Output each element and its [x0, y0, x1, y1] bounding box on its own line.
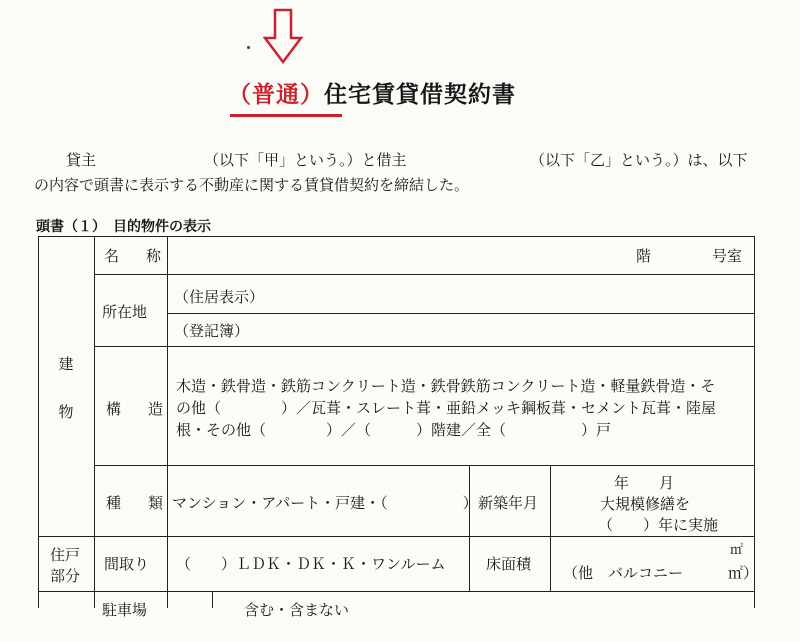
title-underline [230, 114, 342, 117]
row-line-loc-mid [167, 313, 755, 314]
layout-label: 間取り [104, 555, 150, 573]
name-room: 号室 [712, 247, 743, 265]
title-prefix: （普通） [228, 82, 324, 108]
document-title [228, 76, 516, 109]
structure-label: 構 造 [106, 400, 170, 418]
section-heading: 頭書（１） 目的物件の表示 [36, 219, 211, 235]
table-border-left [38, 236, 39, 536]
renovation-line-1: 大規模修繕を [600, 495, 691, 513]
table-border-right [754, 236, 755, 608]
table-border-top [38, 236, 755, 237]
group-unit-2: 部分 [50, 567, 81, 585]
row-line-3 [94, 465, 755, 466]
intro-line-2: の内容で頭書に表示する不動産に関する賃貸借契約を締結した。 [34, 176, 470, 194]
location-label: 所在地 [102, 303, 148, 321]
parking-value: 含む・含まない [244, 601, 350, 619]
label-divider [167, 236, 168, 608]
row-line-4 [38, 536, 755, 537]
ink-dot [247, 46, 250, 49]
name-label: 名 称 [104, 247, 168, 265]
built-label: 新築年月 [478, 494, 539, 512]
location-residential: （住居表示） [174, 288, 265, 306]
name-floor: 階 [636, 247, 652, 265]
parking-row [38, 591, 755, 642]
parking-label: 駐車場 [102, 601, 148, 619]
location-registry: （登記簿） [174, 322, 250, 340]
type-label: 種 類 [106, 494, 170, 512]
structure-line-3: 根・その他（ ）／（ ）階建／全（ ）戸 [176, 421, 612, 439]
lessor-suffix: （以下「甲」という。）と借主 [204, 151, 407, 169]
built-value: 年 月 [614, 474, 675, 492]
group-building-2: 物 [58, 403, 74, 421]
structure-line-2: の他（ ）／瓦葺・スレート葺・亜鉛メッキ鋼板葺・セメント瓦葺・陸屋 [176, 399, 717, 417]
lessee-suffix: （以下「乙」という。）は、以下 [530, 151, 748, 169]
group-divider [94, 236, 95, 608]
lessor-label: 貸主 [66, 151, 97, 169]
type-divider-a [469, 465, 470, 591]
row-line-1 [94, 274, 755, 275]
type-value: マンション・アパート・戸建・（ ） [172, 494, 478, 512]
balcony-area: （他 バルコニー ㎡） [563, 564, 759, 582]
title-main: 住宅賃貸借契約書 [324, 82, 516, 108]
area-unit: ㎡ [730, 543, 744, 558]
area-label: 床面積 [486, 555, 532, 573]
row-line-2 [94, 346, 755, 347]
renovation-line-2: （ ）年に実施 [598, 516, 719, 534]
group-building-1: 建 [58, 355, 74, 373]
type-divider-b [550, 465, 551, 591]
structure-line-1: 木造・鉄骨造・鉄筋コンクリート造・鉄骨鉄筋コンクリート造・軽量鉄骨造・そ [176, 377, 716, 395]
down-arrow-icon [263, 8, 303, 64]
group-unit-1: 住戸 [50, 546, 81, 564]
layout-value: （ ）ＬＤＫ・ＤＫ・Ｋ・ワンルーム [176, 555, 446, 573]
